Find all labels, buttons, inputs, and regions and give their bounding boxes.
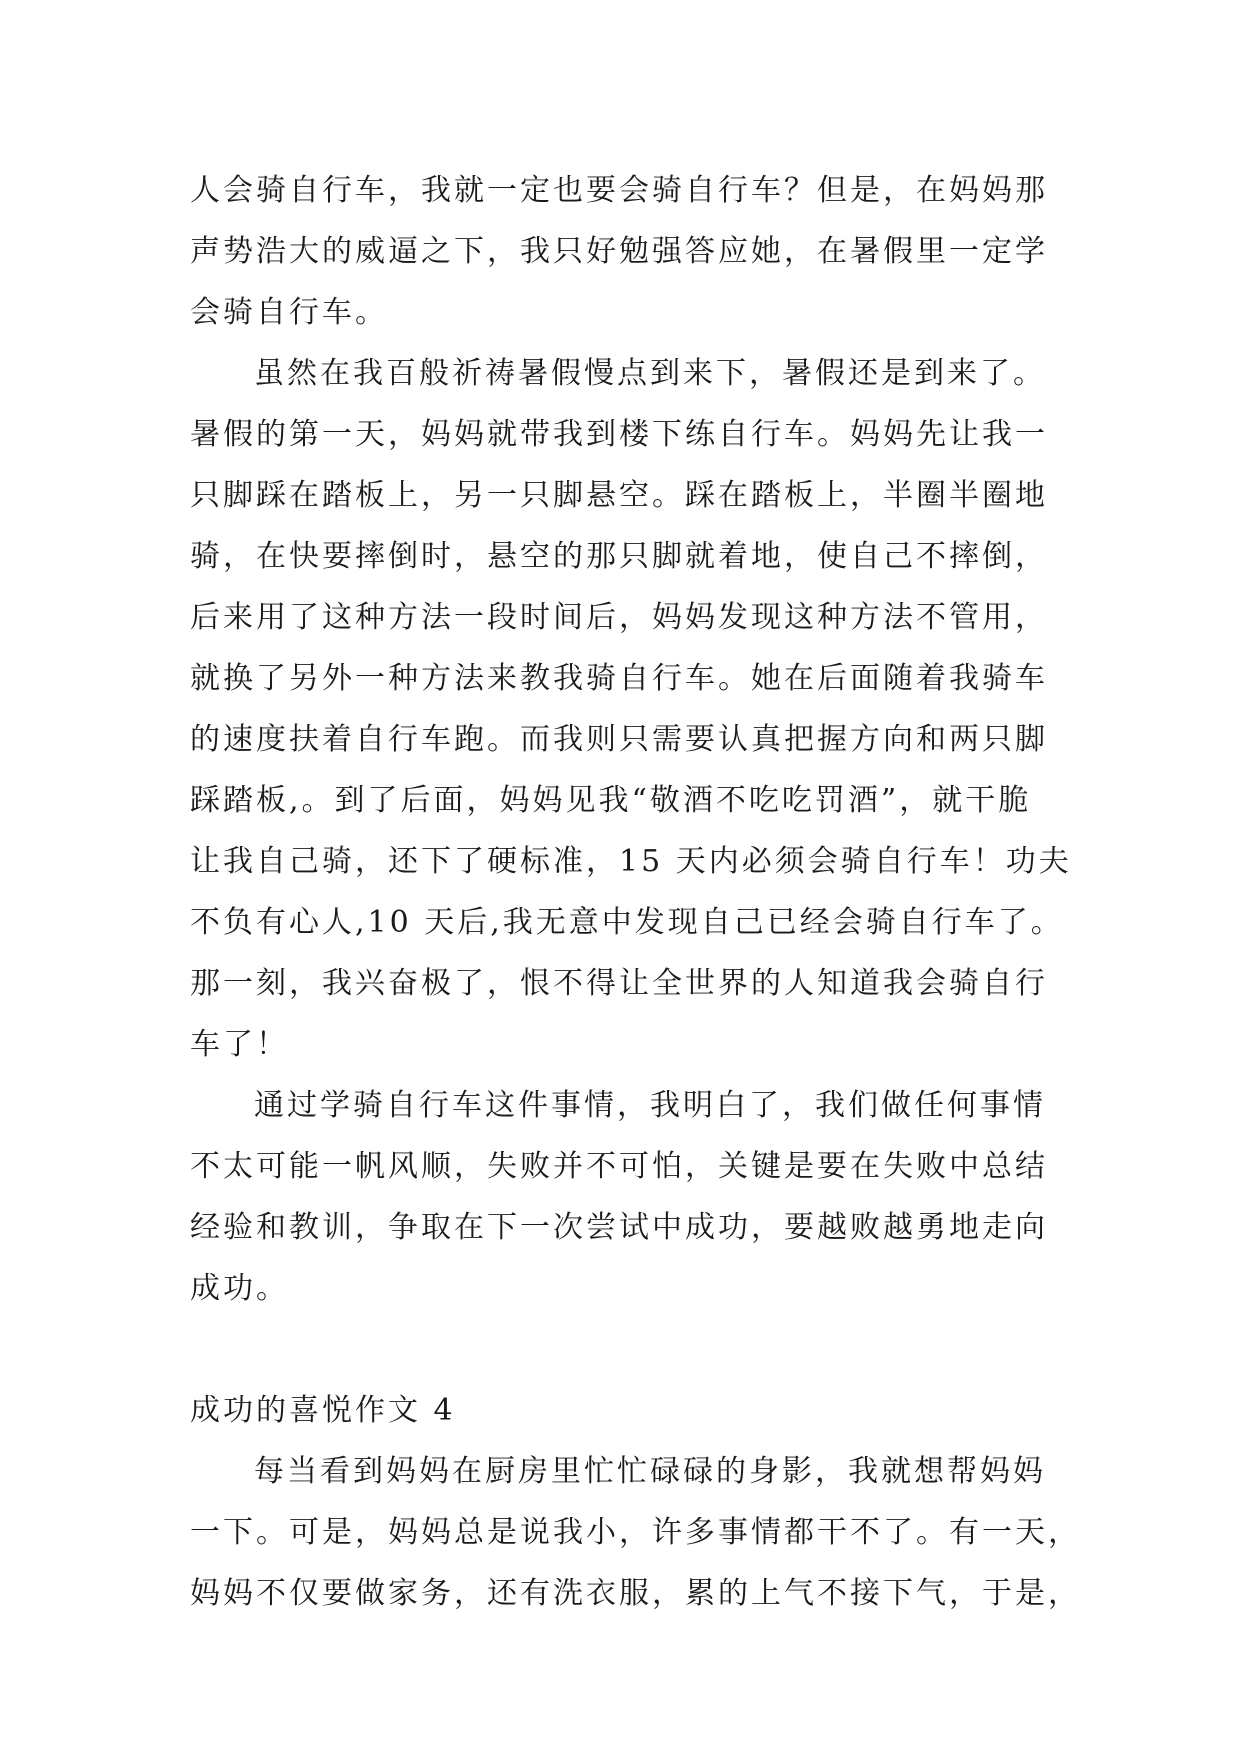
paragraph-4 <box>190 1441 1081 1624</box>
paragraph-line: 的速度扶着自行车跑。而我则只需要认真把握方向和两只脚 <box>190 722 1048 757</box>
paragraph-line: 虽然在我百般祈祷暑假慢点到来下，暑假还是到来了。 <box>254 356 1046 391</box>
paragraph-line: 车了！ <box>190 1027 289 1062</box>
paragraph-3 <box>190 1075 1070 1319</box>
paragraph-line: 成功。 <box>190 1271 289 1306</box>
paragraph-1 <box>190 160 1070 343</box>
paragraph-line: 声势浩大的威逼之下，我只好勉强答应她，在暑假里一定学 <box>190 234 1048 269</box>
paragraph-line: 不太可能一帆风顺，失败并不可怕，关键是要在失败中总结 <box>190 1149 1048 1184</box>
paragraph-line: 通过学骑自行车这件事情，我明白了，我们做任何事情 <box>254 1088 1046 1123</box>
paragraph-line: 妈妈不仅要做家务，还有洗衣服，累的上气不接下气，于是， <box>190 1576 1081 1611</box>
paragraph-line: 不负有心人,10 天后,我无意中发现自己已经会骑自行车了。 <box>190 905 1064 940</box>
paragraph-line: 骑，在快要摔倒时，悬空的那只脚就着地，使自己不摔倒， <box>190 539 1048 574</box>
paragraph-line: 就换了另外一种方法来教我骑自行车。她在后面随着我骑车 <box>190 661 1048 696</box>
paragraph-line: 让我自己骑，还下了硬标准，15 天内必须会骑自行车！功夫 <box>190 844 1072 879</box>
section-heading: 成功的喜悦作文 4 <box>190 1393 456 1428</box>
paragraph-line: 经验和教训，争取在下一次尝试中成功，要越败越勇地走向 <box>190 1210 1048 1245</box>
paragraph-line: 会骑自行车。 <box>190 295 388 330</box>
paragraph-line: 踩踏板,。到了后面，妈妈见我“敬酒不吃吃罚酒”，就干脆 <box>190 783 1032 818</box>
essay-body <box>190 160 1081 1624</box>
paragraph-line: 只脚踩在踏板上，另一只脚悬空。踩在踏板上，半圈半圈地 <box>190 478 1048 513</box>
paragraph-line: 人会骑自行车，我就一定也要会骑自行车？但是，在妈妈那 <box>190 173 1048 208</box>
paragraph-line: 那一刻，我兴奋极了，恨不得让全世界的人知道我会骑自行 <box>190 966 1048 1001</box>
paragraph-line: 每当看到妈妈在厨房里忙忙碌碌的身影，我就想帮妈妈 <box>254 1454 1046 1489</box>
paragraph-line: 后来用了这种方法一段时间后，妈妈发现这种方法不管用， <box>190 600 1048 635</box>
paragraph-2 <box>190 343 1070 1075</box>
paragraph-line: 一下。可是，妈妈总是说我小，许多事情都干不了。有一天， <box>190 1515 1081 1550</box>
paragraph-line: 暑假的第一天，妈妈就带我到楼下练自行车。妈妈先让我一 <box>190 417 1048 452</box>
